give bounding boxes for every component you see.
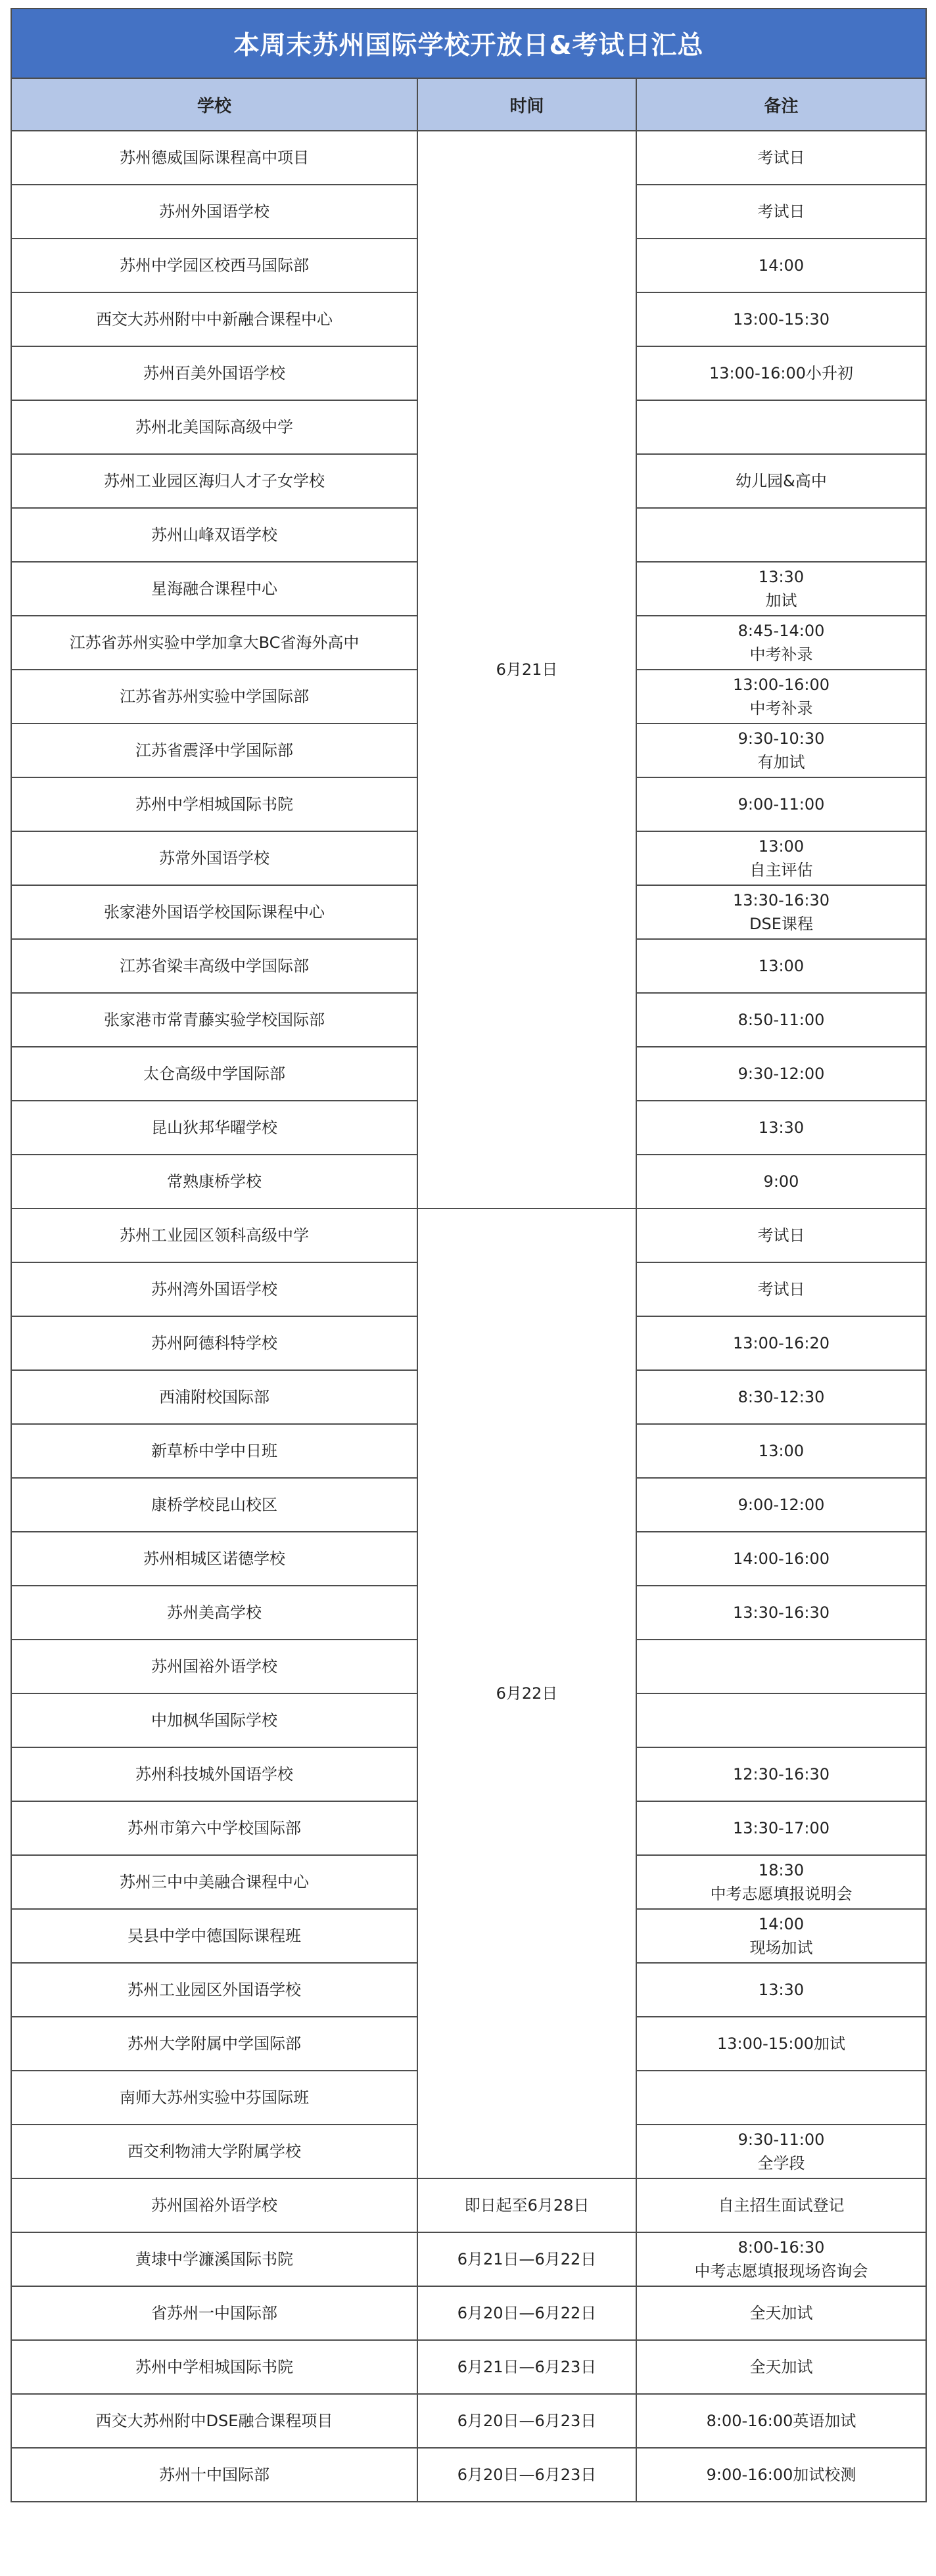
school-cell: 苏州市第六中学校国际部	[11, 1801, 417, 1855]
note-line: 14:00	[758, 256, 805, 275]
note-cell	[636, 1909, 926, 1963]
note-line: 13:00-15:00加试	[717, 2035, 845, 2053]
school-cell: 西浦附校国际部	[11, 1370, 417, 1424]
note-line: 14:00-16:00	[733, 1550, 830, 1568]
school-cell: 吴县中学中德国际课程班	[11, 1909, 417, 1963]
note-line: 9:30-12:00	[737, 1065, 825, 1083]
school-cell: 中加枫华国际学校	[11, 1693, 417, 1747]
note-line: 9:30-11:00	[737, 2130, 825, 2149]
note-line: 12:30-16:30	[733, 1765, 830, 1783]
note-line: 13:00	[758, 837, 805, 856]
note-line: 中考志愿填报现场咨询会	[694, 2262, 868, 2280]
note-cell	[636, 1208, 926, 1262]
note-cell	[636, 2017, 926, 2071]
note-line: 考试日	[757, 1226, 805, 1245]
table-header	[11, 78, 926, 131]
note-cell	[636, 239, 926, 292]
note-line: 现场加试	[749, 1939, 813, 1957]
school-cell: 苏州国裕外语学校	[11, 2178, 417, 2232]
school-cell: 苏州阿德科特学校	[11, 1316, 417, 1370]
date-cell: 6月22日	[417, 1208, 636, 2178]
note-line: 14:00	[758, 1915, 805, 1933]
time-cell: 即日起至6月28日	[417, 2178, 636, 2232]
school-cell: 新草桥中学中日班	[11, 1424, 417, 1478]
time-cell: 6月21日—6月22日	[417, 2232, 636, 2286]
note-cell	[636, 1316, 926, 1370]
note-line: 中考补录	[749, 699, 813, 718]
note-line: 8:00-16:00英语加试	[706, 2412, 856, 2430]
note-line: 13:30	[758, 1118, 805, 1137]
note-line: 13:00	[758, 957, 805, 975]
table-row	[11, 1208, 926, 1262]
note-cell	[636, 2178, 926, 2232]
school-cell: 苏州中学相城国际书院	[11, 777, 417, 831]
note-line: 9:00	[763, 1172, 799, 1191]
note-line: 全天加试	[749, 2304, 813, 2322]
time-cell: 6月20日—6月23日	[417, 2448, 636, 2502]
school-cell: 苏州美高学校	[11, 1586, 417, 1640]
note-cell	[636, 1155, 926, 1208]
school-cell: 苏常外国语学校	[11, 831, 417, 885]
note-line: 考试日	[757, 149, 805, 167]
note-cell	[636, 2125, 926, 2178]
time-cell: 6月20日—6月23日	[417, 2394, 636, 2448]
school-cell: 昆山狄邦华曜学校	[11, 1101, 417, 1155]
header-time: 时间	[417, 78, 636, 131]
table-body	[11, 131, 926, 2502]
school-cell: 苏州外国语学校	[11, 185, 417, 239]
school-cell: 黄埭中学濂溪国际书院	[11, 2232, 417, 2286]
school-cell: 苏州三中中美融合课程中心	[11, 1855, 417, 1909]
table-row	[11, 131, 926, 185]
note-cell	[636, 400, 926, 454]
school-cell: 苏州湾外国语学校	[11, 1262, 417, 1316]
school-cell: 苏州德威国际课程高中项目	[11, 131, 417, 185]
table-row	[11, 2448, 926, 2502]
note-line: 有加试	[757, 753, 805, 771]
note-cell	[636, 1424, 926, 1478]
note-line: 自主招生面试登记	[718, 2196, 845, 2215]
note-cell	[636, 2448, 926, 2502]
note-line: 13:00-16:00小升初	[709, 364, 853, 382]
note-cell	[636, 831, 926, 885]
school-cell: 苏州十中国际部	[11, 2448, 417, 2502]
note-cell	[636, 454, 926, 508]
school-cell: 苏州大学附属中学国际部	[11, 2017, 417, 2071]
school-cell: 苏州国裕外语学校	[11, 1640, 417, 1693]
note-line: 8:30-12:30	[737, 1388, 825, 1406]
note-line: 9:00-16:00加试校测	[706, 2466, 856, 2484]
note-cell	[636, 616, 926, 670]
note-cell	[636, 346, 926, 400]
note-cell	[636, 1478, 926, 1532]
note-line: 加试	[765, 591, 797, 610]
note-cell	[636, 2340, 926, 2394]
note-line: 13:30-16:30	[733, 1603, 830, 1622]
note-line: 中考志愿填报说明会	[710, 1885, 853, 1903]
note-line: 13:00-16:00	[733, 676, 830, 694]
note-line: 考试日	[757, 1280, 805, 1299]
header-school: 学校	[11, 78, 417, 131]
note-line: 13:00-16:20	[733, 1334, 830, 1352]
school-cell: 张家港市常青藤实验学校国际部	[11, 993, 417, 1047]
header-note: 备注	[636, 78, 926, 131]
school-cell: 常熟康桥学校	[11, 1155, 417, 1208]
table-row	[11, 2340, 926, 2394]
school-cell: 西交利物浦大学附属学校	[11, 2125, 417, 2178]
note-cell	[636, 1047, 926, 1101]
note-line: 8:50-11:00	[737, 1011, 825, 1029]
table-row	[11, 2394, 926, 2448]
note-line: 13:00	[758, 1442, 805, 1460]
note-cell	[636, 2394, 926, 2448]
note-cell	[636, 1262, 926, 1316]
note-cell	[636, 1747, 926, 1801]
note-cell	[636, 724, 926, 777]
note-line: 13:30	[758, 1981, 805, 1999]
school-cell: 星海融合课程中心	[11, 562, 417, 616]
note-line: 8:45-14:00	[737, 622, 825, 640]
note-cell	[636, 508, 926, 562]
school-cell: 江苏省震泽中学国际部	[11, 724, 417, 777]
school-cell: 苏州相城区诺德学校	[11, 1532, 417, 1586]
note-cell	[636, 885, 926, 939]
note-cell	[636, 1693, 926, 1747]
note-cell	[636, 1963, 926, 2017]
school-cell: 南师大苏州实验中芬国际班	[11, 2071, 417, 2125]
school-cell: 西交大苏州附中中新融合课程中心	[11, 292, 417, 346]
table-row	[11, 2286, 926, 2340]
time-cell: 6月21日—6月23日	[417, 2340, 636, 2394]
note-line: 全天加试	[749, 2358, 813, 2376]
note-line: DSE课程	[749, 915, 813, 933]
note-cell	[636, 993, 926, 1047]
school-cell: 太仓高级中学国际部	[11, 1047, 417, 1101]
note-line: 9:30-10:30	[737, 729, 825, 748]
note-cell	[636, 1640, 926, 1693]
page-title: 本周末苏州国际学校开放日&考试日汇总	[11, 9, 926, 78]
note-cell	[636, 939, 926, 993]
note-cell	[636, 1532, 926, 1586]
note-cell	[636, 2071, 926, 2125]
note-line: 9:00-11:00	[737, 795, 825, 814]
note-cell	[636, 1101, 926, 1155]
school-cell: 张家港外国语学校国际课程中心	[11, 885, 417, 939]
note-line: 13:30-16:30	[733, 891, 830, 909]
time-cell: 6月20日—6月22日	[417, 2286, 636, 2340]
note-line: 13:30-17:00	[733, 1819, 830, 1837]
note-cell	[636, 2232, 926, 2286]
table-row	[11, 2178, 926, 2232]
school-cell: 苏州工业园区领科高级中学	[11, 1208, 417, 1262]
school-cell: 苏州中学相城国际书院	[11, 2340, 417, 2394]
note-cell	[636, 292, 926, 346]
date-cell: 6月21日	[417, 131, 636, 1208]
school-cell: 苏州中学园区校西马国际部	[11, 239, 417, 292]
note-cell	[636, 1855, 926, 1909]
note-line: 18:30	[758, 1861, 805, 1879]
school-cell: 苏州北美国际高级中学	[11, 400, 417, 454]
note-line: 13:00-15:30	[733, 310, 830, 329]
note-cell	[636, 131, 926, 185]
note-cell	[636, 562, 926, 616]
note-line: 13:30	[758, 568, 805, 586]
note-line: 考试日	[757, 202, 805, 221]
school-cell: 江苏省苏州实验中学加拿大BC省海外高中	[11, 616, 417, 670]
note-cell	[636, 185, 926, 239]
school-cell: 苏州山峰双语学校	[11, 508, 417, 562]
note-line: 幼儿园&高中	[736, 472, 827, 490]
school-cell: 江苏省梁丰高级中学国际部	[11, 939, 417, 993]
note-line: 9:00-12:00	[737, 1496, 825, 1514]
school-cell: 江苏省苏州实验中学国际部	[11, 670, 417, 724]
school-cell: 苏州百美外国语学校	[11, 346, 417, 400]
note-line: 8:00-16:30	[737, 2238, 825, 2257]
note-cell	[636, 1801, 926, 1855]
note-cell	[636, 1370, 926, 1424]
school-cell: 康桥学校昆山校区	[11, 1478, 417, 1532]
school-cell: 苏州工业园区海归人才子女学校	[11, 454, 417, 508]
note-cell	[636, 670, 926, 724]
note-line: 全学段	[757, 2154, 805, 2173]
schedule-table	[11, 8, 927, 2502]
school-cell: 苏州科技城外国语学校	[11, 1747, 417, 1801]
note-line: 自主评估	[749, 861, 813, 879]
school-cell: 省苏州一中国际部	[11, 2286, 417, 2340]
table-row	[11, 2232, 926, 2286]
note-cell	[636, 1586, 926, 1640]
note-line: 中考补录	[749, 645, 813, 664]
school-cell: 西交大苏州附中DSE融合课程项目	[11, 2394, 417, 2448]
school-cell: 苏州工业园区外国语学校	[11, 1963, 417, 2017]
note-cell	[636, 2286, 926, 2340]
note-cell	[636, 777, 926, 831]
